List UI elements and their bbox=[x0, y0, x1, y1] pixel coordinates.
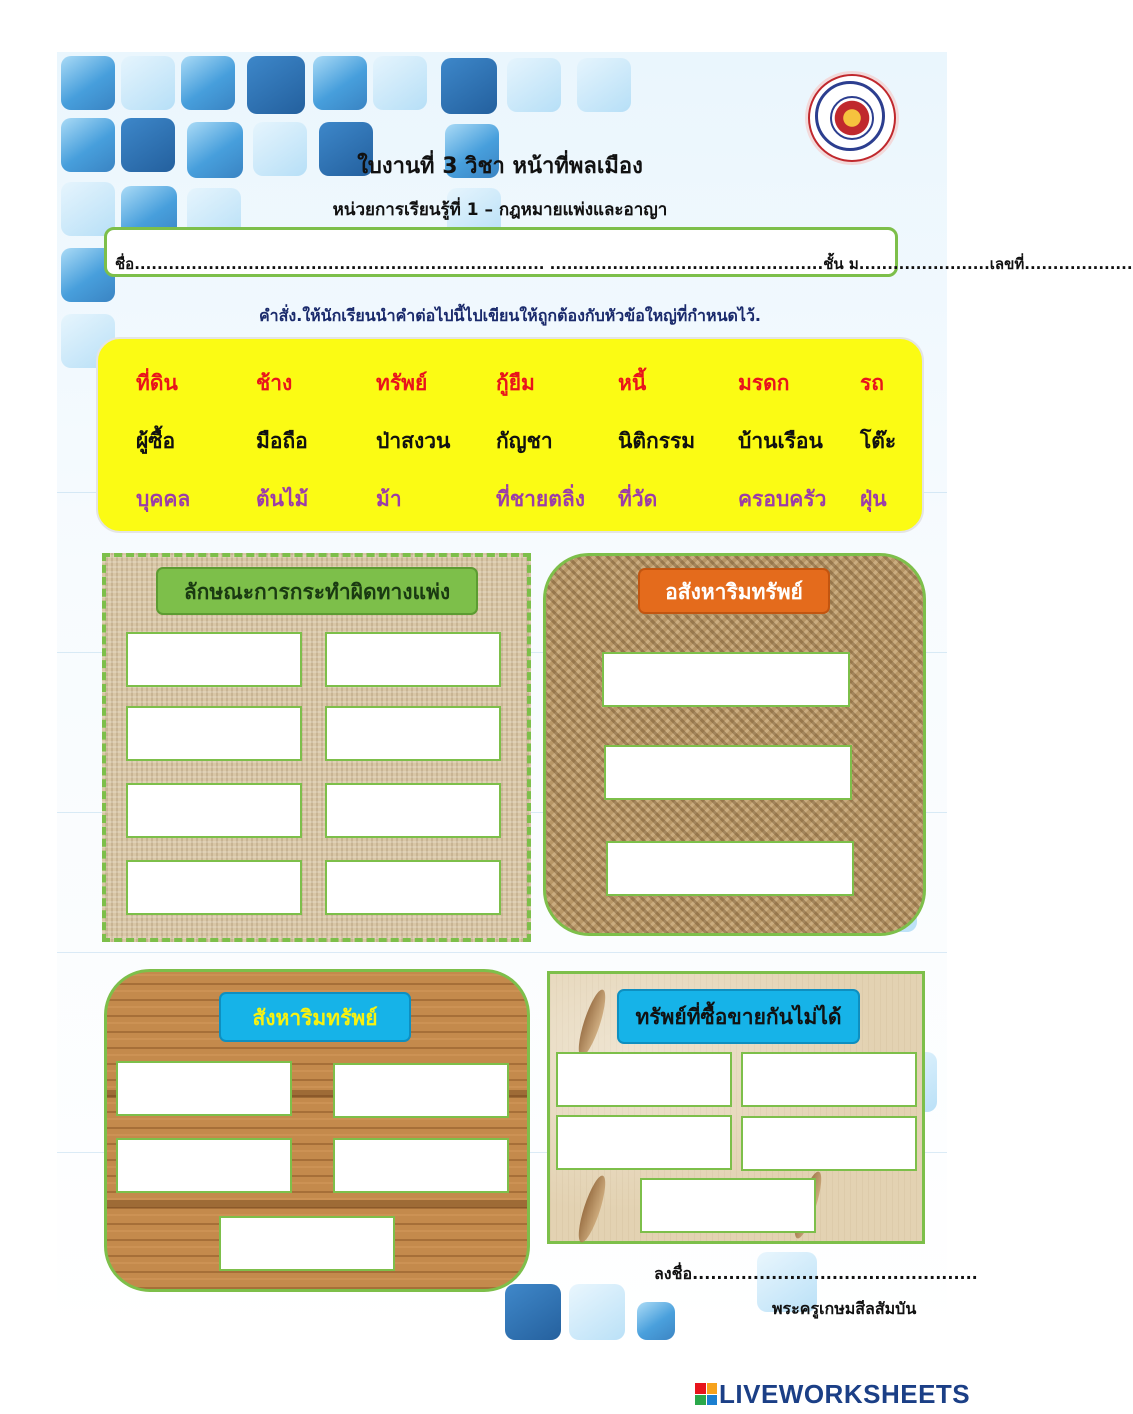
decor-tile bbox=[61, 182, 115, 236]
word-item[interactable]: ที่ดิน bbox=[136, 371, 178, 395]
word-item[interactable]: บุคคล bbox=[136, 487, 191, 511]
word-item[interactable]: ป่าสงวน bbox=[376, 429, 451, 453]
word-item[interactable]: นิติกรรม bbox=[618, 429, 696, 453]
decor-tile bbox=[61, 118, 115, 172]
answer-box[interactable] bbox=[126, 706, 302, 761]
answer-box[interactable] bbox=[116, 1061, 292, 1116]
word-item[interactable]: โต๊ะ bbox=[860, 429, 897, 453]
panel-title-immovable: อสังหาริมทรัพย์ bbox=[638, 568, 830, 614]
decor-line bbox=[57, 952, 947, 953]
teacher-name: พระครูเกษมสีลสัมบัน bbox=[772, 1299, 917, 1318]
word-item[interactable]: มือถือ bbox=[256, 429, 308, 453]
decor-tile bbox=[505, 1284, 561, 1340]
word-item[interactable]: ที่ชายตลิ่ง bbox=[496, 487, 585, 511]
decor-tile bbox=[637, 1302, 675, 1340]
page-title: ใบงานที่ 3 วิชา หน้าที่พลเมือง bbox=[357, 154, 643, 179]
answer-box[interactable] bbox=[325, 860, 501, 915]
answer-box[interactable] bbox=[126, 783, 302, 838]
word-item[interactable]: ต้นไม้ bbox=[256, 487, 309, 511]
decor-tile bbox=[121, 118, 175, 172]
wood-plank-line bbox=[107, 1200, 527, 1208]
word-item[interactable]: ครอบครัว bbox=[738, 487, 827, 511]
answer-box[interactable] bbox=[126, 632, 302, 687]
decor-tile bbox=[181, 56, 235, 110]
page-subtitle: หน่วยการเรียนรู้ที่ 1 – กฎหมายแพ่งและอาญา bbox=[332, 200, 668, 220]
word-item[interactable]: กัญชา bbox=[496, 429, 553, 453]
seal-emblem-icon bbox=[830, 96, 874, 140]
decor-tile bbox=[373, 56, 427, 110]
word-bank bbox=[96, 337, 924, 533]
word-item[interactable]: ทรัพย์ bbox=[376, 371, 428, 395]
decor-tile bbox=[569, 1284, 625, 1340]
school-seal-logo bbox=[808, 74, 896, 162]
answer-box[interactable] bbox=[325, 783, 501, 838]
liveworksheets-brand bbox=[695, 1380, 970, 1408]
word-item[interactable]: ม้า bbox=[376, 487, 402, 511]
decor-tile bbox=[577, 58, 631, 112]
word-item[interactable]: ผู้ซื้อ bbox=[136, 429, 176, 453]
decor-tile bbox=[121, 56, 175, 110]
word-item[interactable]: กู้ยืม bbox=[496, 371, 535, 395]
answer-box[interactable] bbox=[219, 1216, 395, 1271]
instruction-text: คำสั่ง.ให้นักเรียนนำคำต่อไปนี้ไปเขียนให้ถูกต้องกับหัวข้อใหญ่ที่กำหนดไว้. bbox=[258, 306, 762, 325]
answer-box[interactable] bbox=[556, 1115, 732, 1170]
answer-box[interactable] bbox=[325, 632, 501, 687]
word-item[interactable]: รถ bbox=[860, 371, 884, 395]
panel-title-civil-wrongs: ลักษณะการกระทำผิดทางแพ่ง bbox=[156, 567, 478, 615]
brand-text: LIVEWORKSHEETS bbox=[719, 1378, 971, 1409]
word-item[interactable]: หนี้ bbox=[618, 371, 647, 395]
panel-title-non-tradeable: ทรัพย์ที่ซื้อขายกันไม่ได้ bbox=[617, 989, 860, 1044]
decor-tile bbox=[441, 58, 497, 114]
answer-box[interactable] bbox=[640, 1178, 816, 1233]
answer-box[interactable] bbox=[333, 1138, 509, 1193]
word-item[interactable]: ที่วัด bbox=[618, 487, 658, 511]
student-info-line: ชื่อ........................................................................ ................................................ชั้น ม.......................เลขที่................... bbox=[115, 255, 1133, 273]
answer-box[interactable] bbox=[741, 1052, 917, 1107]
signature-line: ลงชื่อ............................................... bbox=[654, 1264, 978, 1283]
liveworksheets-logo-icon bbox=[695, 1383, 717, 1405]
word-item[interactable]: บ้านเรือน bbox=[738, 429, 823, 453]
decor-tile bbox=[313, 56, 367, 110]
answer-box[interactable] bbox=[126, 860, 302, 915]
answer-box[interactable] bbox=[325, 706, 501, 761]
word-item[interactable]: ช้าง bbox=[256, 371, 293, 395]
answer-box[interactable] bbox=[333, 1063, 509, 1118]
feather-decor-icon bbox=[574, 987, 611, 1059]
answer-box[interactable] bbox=[116, 1138, 292, 1193]
answer-box[interactable] bbox=[741, 1116, 917, 1171]
answer-box[interactable] bbox=[604, 745, 852, 800]
feather-decor-icon bbox=[574, 1173, 611, 1245]
answer-box[interactable] bbox=[602, 652, 850, 707]
student-info-box bbox=[104, 227, 1133, 277]
panel-title-movable: สังหาริมทรัพย์ bbox=[219, 992, 411, 1042]
decor-tile bbox=[61, 56, 115, 110]
word-item[interactable]: ฝุ่น bbox=[860, 487, 887, 511]
word-item[interactable]: มรดก bbox=[738, 371, 790, 395]
answer-box[interactable] bbox=[556, 1052, 732, 1107]
answer-box[interactable] bbox=[606, 841, 854, 896]
decor-tile bbox=[247, 56, 305, 114]
decor-tile bbox=[507, 58, 561, 112]
